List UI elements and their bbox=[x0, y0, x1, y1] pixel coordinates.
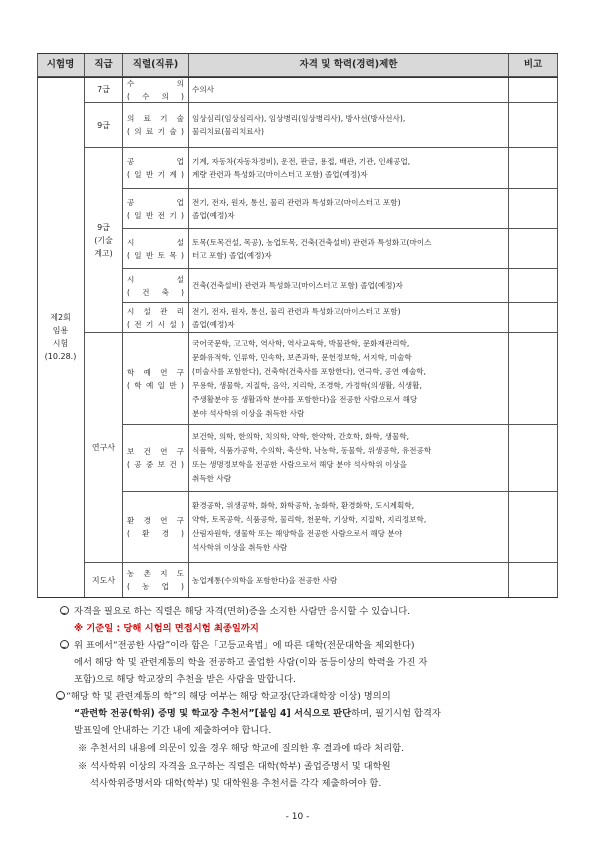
exam-name-line: 시험 bbox=[52, 339, 69, 348]
requirement-line: 수의사 bbox=[192, 85, 215, 94]
note-3-sub-1: ※ 추천서의 내용에 의문이 있을 경우 해당 학교에 질의한 후 결과에 따라 처리함. bbox=[78, 743, 405, 754]
requirement-line: 국어국문학, 고고학, 역사학, 역사교육학, 박물관학, 문화재관리학, bbox=[192, 338, 410, 348]
exam-name-line: 제2회 bbox=[50, 313, 71, 322]
position-cell bbox=[123, 77, 189, 103]
note-3-sub-2: ※ 석사학위 이상의 자격을 요구하는 직렬은 대학(학부) 졸업증명서 및 대학원 bbox=[78, 761, 391, 772]
requirement-line: 분야 석사학위 이상을 취득한 사람 bbox=[192, 408, 305, 418]
position-sub: ( 일 반 토 목 ) bbox=[127, 250, 184, 260]
header-exam: 시험명 bbox=[37, 53, 85, 77]
position-sub: ( 일 반 기 계 ) bbox=[127, 170, 184, 179]
position-name: 보 건 연 구 bbox=[127, 447, 184, 456]
table-left-rule bbox=[37, 53, 38, 598]
note-3-text: “해당 학 및 관련계통의 학”의 해당 여부는 해당 학교장(단과대학장 이상) 명의의 bbox=[66, 691, 391, 702]
remark-cell bbox=[509, 269, 558, 303]
requirement-line: 전기, 전자, 원자, 통신, 물리 관련과 특성화고(마이스터고 포함) bbox=[192, 197, 401, 207]
requirement-line: 식품학, 식품가공학, 수의학, 축산학, 낙농학, 동물학, 위생공학, 유전공학 bbox=[192, 446, 432, 455]
requirement-line: 석사학위 이상을 취득한 사람 bbox=[192, 543, 288, 552]
position-sub: ( 농 업 ) bbox=[127, 582, 184, 591]
table-top-rule bbox=[37, 53, 558, 54]
remark-cell bbox=[509, 303, 558, 333]
requirement-cell bbox=[189, 563, 509, 598]
requirement-line: 전기, 전자, 원자, 통신, 물리 관련과 특성화고(마이스터고 포함) bbox=[192, 306, 401, 316]
requirement-line: 졸업(예정)자 bbox=[192, 210, 235, 220]
position-name: 수 의 bbox=[127, 78, 184, 88]
grade-cell-instructor: 지도사 bbox=[85, 563, 123, 598]
requirement-cell bbox=[189, 103, 509, 148]
note-3 bbox=[56, 688, 391, 702]
grade-cell-9-tech bbox=[85, 148, 123, 333]
requirement-line: 산림자원학, 생물학 또는 해양학을 전공한 사람으로서 해당 분야 bbox=[192, 529, 403, 538]
requirement-cell bbox=[189, 77, 509, 103]
requirement-line: 계량 관련과 특성화고(마이스터고 포함) 졸업(예정)자 bbox=[192, 170, 368, 179]
position-sub: ( 학 예 일 반 ) bbox=[127, 380, 184, 390]
position-cell bbox=[123, 189, 189, 229]
note-3-line: 발표일에 안내하는 기간 내에 제출하여야 합니다. bbox=[74, 725, 272, 736]
position-sub: ( 일 반 전 기 ) bbox=[127, 210, 184, 220]
note-2-line: 에서 해당 학 및 관련계통의 학을 전공하고 졸업한 사람(이와 동등이상의 학력을 가진 자 bbox=[74, 657, 428, 668]
note-3-rest-text: 하며, 필기시험 합격자 bbox=[351, 708, 441, 719]
note-3-sub-2-line: 석사학위증명서와 대학(학부) 및 대학원용 추천서를 각각 제출하여야 함. bbox=[90, 778, 382, 789]
grade-line: (기술 bbox=[94, 235, 113, 245]
grade-cell-9: 9급 bbox=[85, 103, 123, 148]
requirement-line: 무용학, 생물학, 지질학, 음악, 지리학, 조경학, 가정학(의생활, 식생활, bbox=[192, 380, 422, 390]
requirement-line: 임상심리(임상심리사), 임상병리(임상병리사), 방사선(방사선사), bbox=[192, 114, 406, 123]
requirement-line: 터고 포함) 졸업(예정)자 bbox=[192, 250, 272, 260]
bullet-circle-icon bbox=[60, 606, 69, 615]
position-name: 공 업 bbox=[127, 157, 184, 166]
position-cell bbox=[123, 425, 189, 492]
note-1-reference-date: ※ 기준일 : 당해 시험의 면접시험 최종일까지 bbox=[74, 623, 259, 634]
position-sub: ( 건 축 ) bbox=[127, 287, 184, 297]
remark-cell bbox=[509, 563, 558, 598]
position-sub: ( 환 경 ) bbox=[127, 529, 184, 538]
requirement-line: (미술사를 포함한다), 건축학(건축사를 포함한다), 연극학, 공연 예술학, bbox=[192, 366, 427, 376]
position-cell bbox=[123, 269, 189, 303]
grade-cell-7: 7급 bbox=[85, 77, 123, 103]
remark-cell bbox=[509, 492, 558, 563]
remark-cell bbox=[509, 103, 558, 148]
position-name: 시 설 bbox=[127, 274, 184, 284]
requirement-line: 보건학, 의학, 한의학, 치의학, 약학, 한약학, 간호학, 화학, 생물학, bbox=[192, 432, 410, 441]
requirement-cell bbox=[189, 269, 509, 303]
requirement-cell bbox=[189, 148, 509, 189]
bullet-circle-icon bbox=[60, 640, 69, 649]
position-name: 공 업 bbox=[127, 197, 184, 207]
requirement-cell bbox=[189, 229, 509, 269]
note-2 bbox=[60, 637, 414, 651]
position-name: 시 설 bbox=[127, 237, 184, 247]
position-cell bbox=[123, 333, 189, 425]
note-1 bbox=[60, 603, 410, 617]
header-grade: 직급 bbox=[85, 53, 123, 77]
grade-line: 계고) bbox=[94, 248, 113, 258]
requirement-line: 약학, 토목공학, 식품공학, 물리학, 천문학, 기상학, 지질학, 지리정보학, bbox=[192, 515, 427, 524]
note-3-bold-text: “관련학 전공(학위) 증명 및 학교장 추천서”[붙임 4] 서식으로 판단 bbox=[74, 708, 352, 719]
exam-name-line: 임용 bbox=[52, 326, 69, 335]
position-name: 환 경 연 구 bbox=[127, 516, 184, 525]
position-sub: ( 의 료 기 술 ) bbox=[127, 127, 184, 136]
requirement-line: 문화유적학, 인류학, 민속학, 보존과학, 문헌정보학, 서지학, 미술학 bbox=[192, 352, 412, 362]
table-header-rule bbox=[37, 77, 558, 78]
requirement-cell bbox=[189, 333, 509, 425]
requirement-line: 기계, 자동차(자동차정비), 운전, 판금, 용접, 배관, 기관, 인쇄공업, bbox=[192, 157, 411, 166]
position-name: 의 료 기 술 bbox=[127, 114, 184, 123]
remark-cell bbox=[509, 77, 558, 103]
requirement-line: 주생활분야 등 생활과학 분야를 포함한다)을 전공한 사람으로서 해당 bbox=[192, 394, 418, 404]
header-requirements: 자격 및 학력(경력)제한 bbox=[189, 53, 509, 77]
requirement-line: 농업계통(수의학을 포함한다)을 전공한 사람 bbox=[192, 575, 338, 585]
requirement-cell bbox=[189, 492, 509, 563]
requirement-line: 물리치료(물리치료사) bbox=[192, 127, 264, 136]
position-cell bbox=[123, 303, 189, 333]
requirement-cell bbox=[189, 189, 509, 229]
requirement-line: 졸업(예정)자 bbox=[192, 319, 235, 329]
exam-name-line: (10.28.) bbox=[44, 352, 77, 361]
position-sub: ( 수 의 ) bbox=[127, 91, 184, 101]
position-name: 학 예 연 구 bbox=[127, 367, 184, 377]
remark-cell bbox=[509, 425, 558, 492]
note-2-text: 위 표에서“전공한 사람”이라 함은「고등교육법」에 따른 대학(전문대학을 제외한다) bbox=[74, 640, 415, 651]
table-bottom-rule bbox=[37, 597, 558, 598]
position-cell bbox=[123, 229, 189, 269]
exam-name-cell bbox=[37, 77, 85, 598]
qualification-table bbox=[37, 53, 558, 598]
position-sub: ( 공 중 보 건 ) bbox=[127, 460, 184, 469]
requirement-line: 토목(토목건설, 목공), 농업토목, 건축(건축설비) 관련과 특성화고(마이스 bbox=[192, 237, 432, 247]
bullet-circle-icon bbox=[56, 691, 65, 700]
position-sub: ( 전 기 시 설 ) bbox=[127, 319, 184, 329]
header-remarks: 비고 bbox=[509, 53, 558, 77]
note-3-line bbox=[74, 705, 441, 719]
note-1-text: 자격을 필요로 하는 직렬은 해당 자격(면허)증을 소지한 사람만 응시할 수 있습니다. bbox=[74, 606, 411, 617]
remark-cell bbox=[509, 229, 558, 269]
position-cell bbox=[123, 492, 189, 563]
position-name: 농 촌 지 도 bbox=[127, 569, 184, 578]
requirement-line: 환경공학, 위생공학, 화학, 화학공학, 농화학, 환경화학, 도시계획학, bbox=[192, 501, 415, 510]
grade-line: 9급 bbox=[97, 222, 110, 232]
requirement-cell bbox=[189, 425, 509, 492]
position-cell bbox=[123, 148, 189, 189]
requirement-cell bbox=[189, 303, 509, 333]
remark-cell bbox=[509, 148, 558, 189]
requirement-line: 건축(건축설비) 관련과 특성화고(마이스터고 포함) 졸업(예정)자 bbox=[192, 281, 403, 290]
page-number: - 10 - bbox=[285, 812, 310, 822]
note-2-line: 포함)으로 해당 학교장의 추천을 받은 사람을 말합니다. bbox=[74, 674, 296, 685]
position-cell bbox=[123, 563, 189, 598]
position-name: 시 설 관 리 bbox=[127, 306, 184, 316]
requirement-line: 또는 생명정보학을 전공한 사람으로서 해당 분야 석사학위 이상을 bbox=[192, 460, 407, 469]
remark-cell bbox=[509, 333, 558, 425]
remark-cell bbox=[509, 189, 558, 229]
requirement-line: 취득한 사람 bbox=[192, 474, 232, 483]
header-position: 직렬(직류) bbox=[123, 53, 189, 77]
grade-cell-researcher: 연구사 bbox=[85, 333, 123, 563]
position-cell bbox=[123, 103, 189, 148]
